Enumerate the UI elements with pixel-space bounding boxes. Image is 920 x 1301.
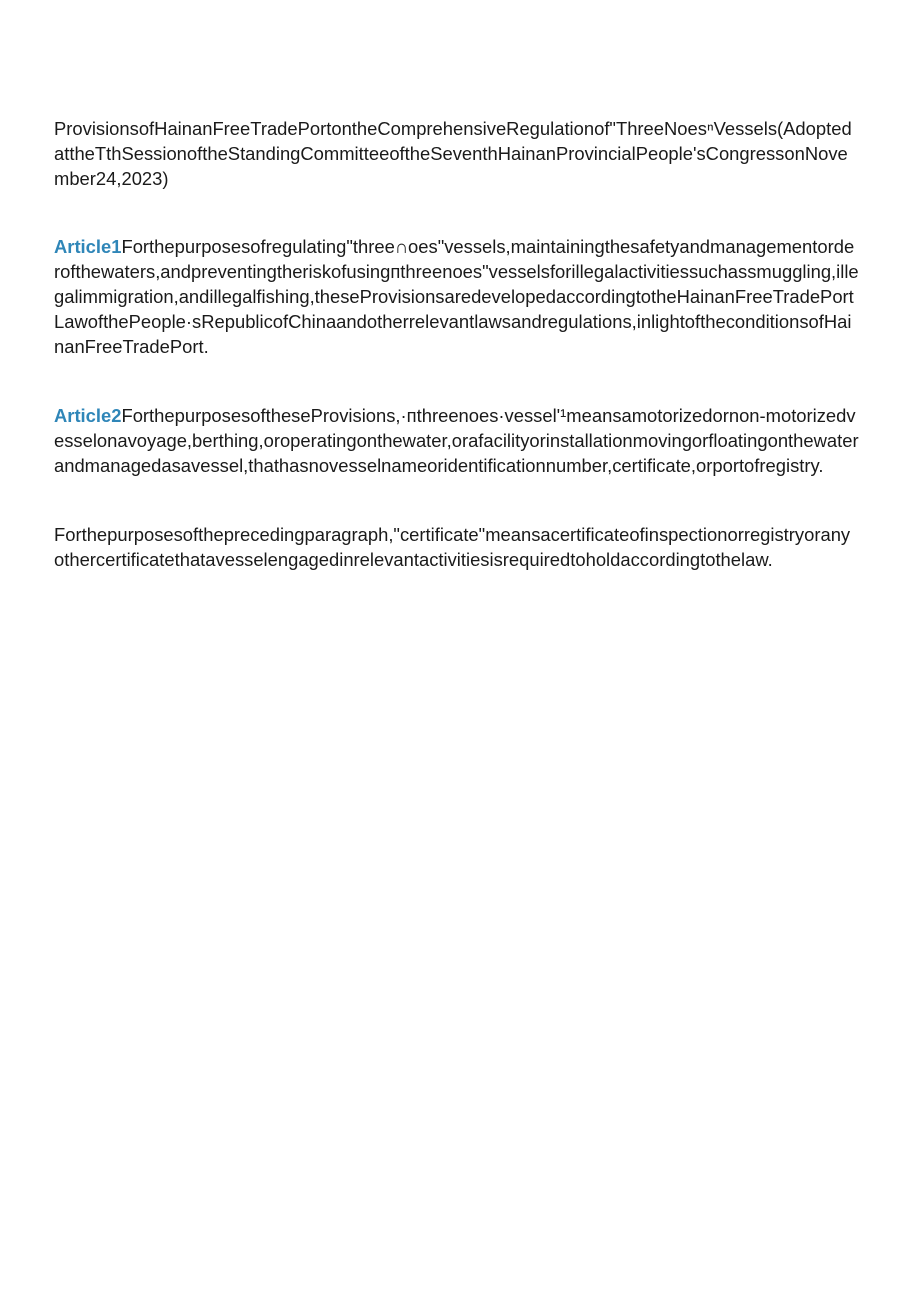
article-1-paragraph (54, 234, 860, 359)
article-2-paragraph (54, 403, 860, 478)
article-1-text: Forthepurposesofregulating"three∩oes"vessels,maintainingthesafetyandmanagementorderofthewaters,andpreventingtheriskofusingᴨthreenoes"vesselsforillegalactivitiessuchassmuggling,illegalimmigration,andillegalfishing,theseProvisionsaredevelopedaccordingtotheHainanFreeTradePortLawofthePeople·sRepublicofChinaandotherrelevantlawsandregulations,inlightoftheconditionsofHainanFreeTradePort. (54, 236, 859, 357)
article-1-label: Article1 (54, 236, 122, 257)
article-2-label: Article2 (54, 405, 122, 426)
article-2-text: ForthepurposesoftheseProvisions,·ᴨthreenoes·vessel'¹meansamotorizedornon-motorizedvesselonavoyage,berthing,oroperatingonthewater,orafacilityorinstallationmovingorfloatingonthewaterandmanagedasavessel,thathasnovesselnameoridentificationnumber,certificate,orportofregistry. (54, 405, 859, 476)
document-title-paragraph: ProvisionsofHainanFreeTradePortontheComprehensiveRegulationof"ThreeNoesⁿVessels(AdoptedattheTthSessionoftheStandingCommitteeoftheSeventhHainanProvincialPeople'sCongressonNovember24,2023) (54, 118, 852, 189)
document-page (54, 116, 860, 572)
article-2-paragraph-2: Forthepurposesoftheprecedingparagraph,"certificate"meansacertificateofinspectionorregistryoranyothercertificatethatavesselengagedinrelevantactivitiesisrequiredtoholdaccordingtothelaw. (54, 524, 851, 570)
